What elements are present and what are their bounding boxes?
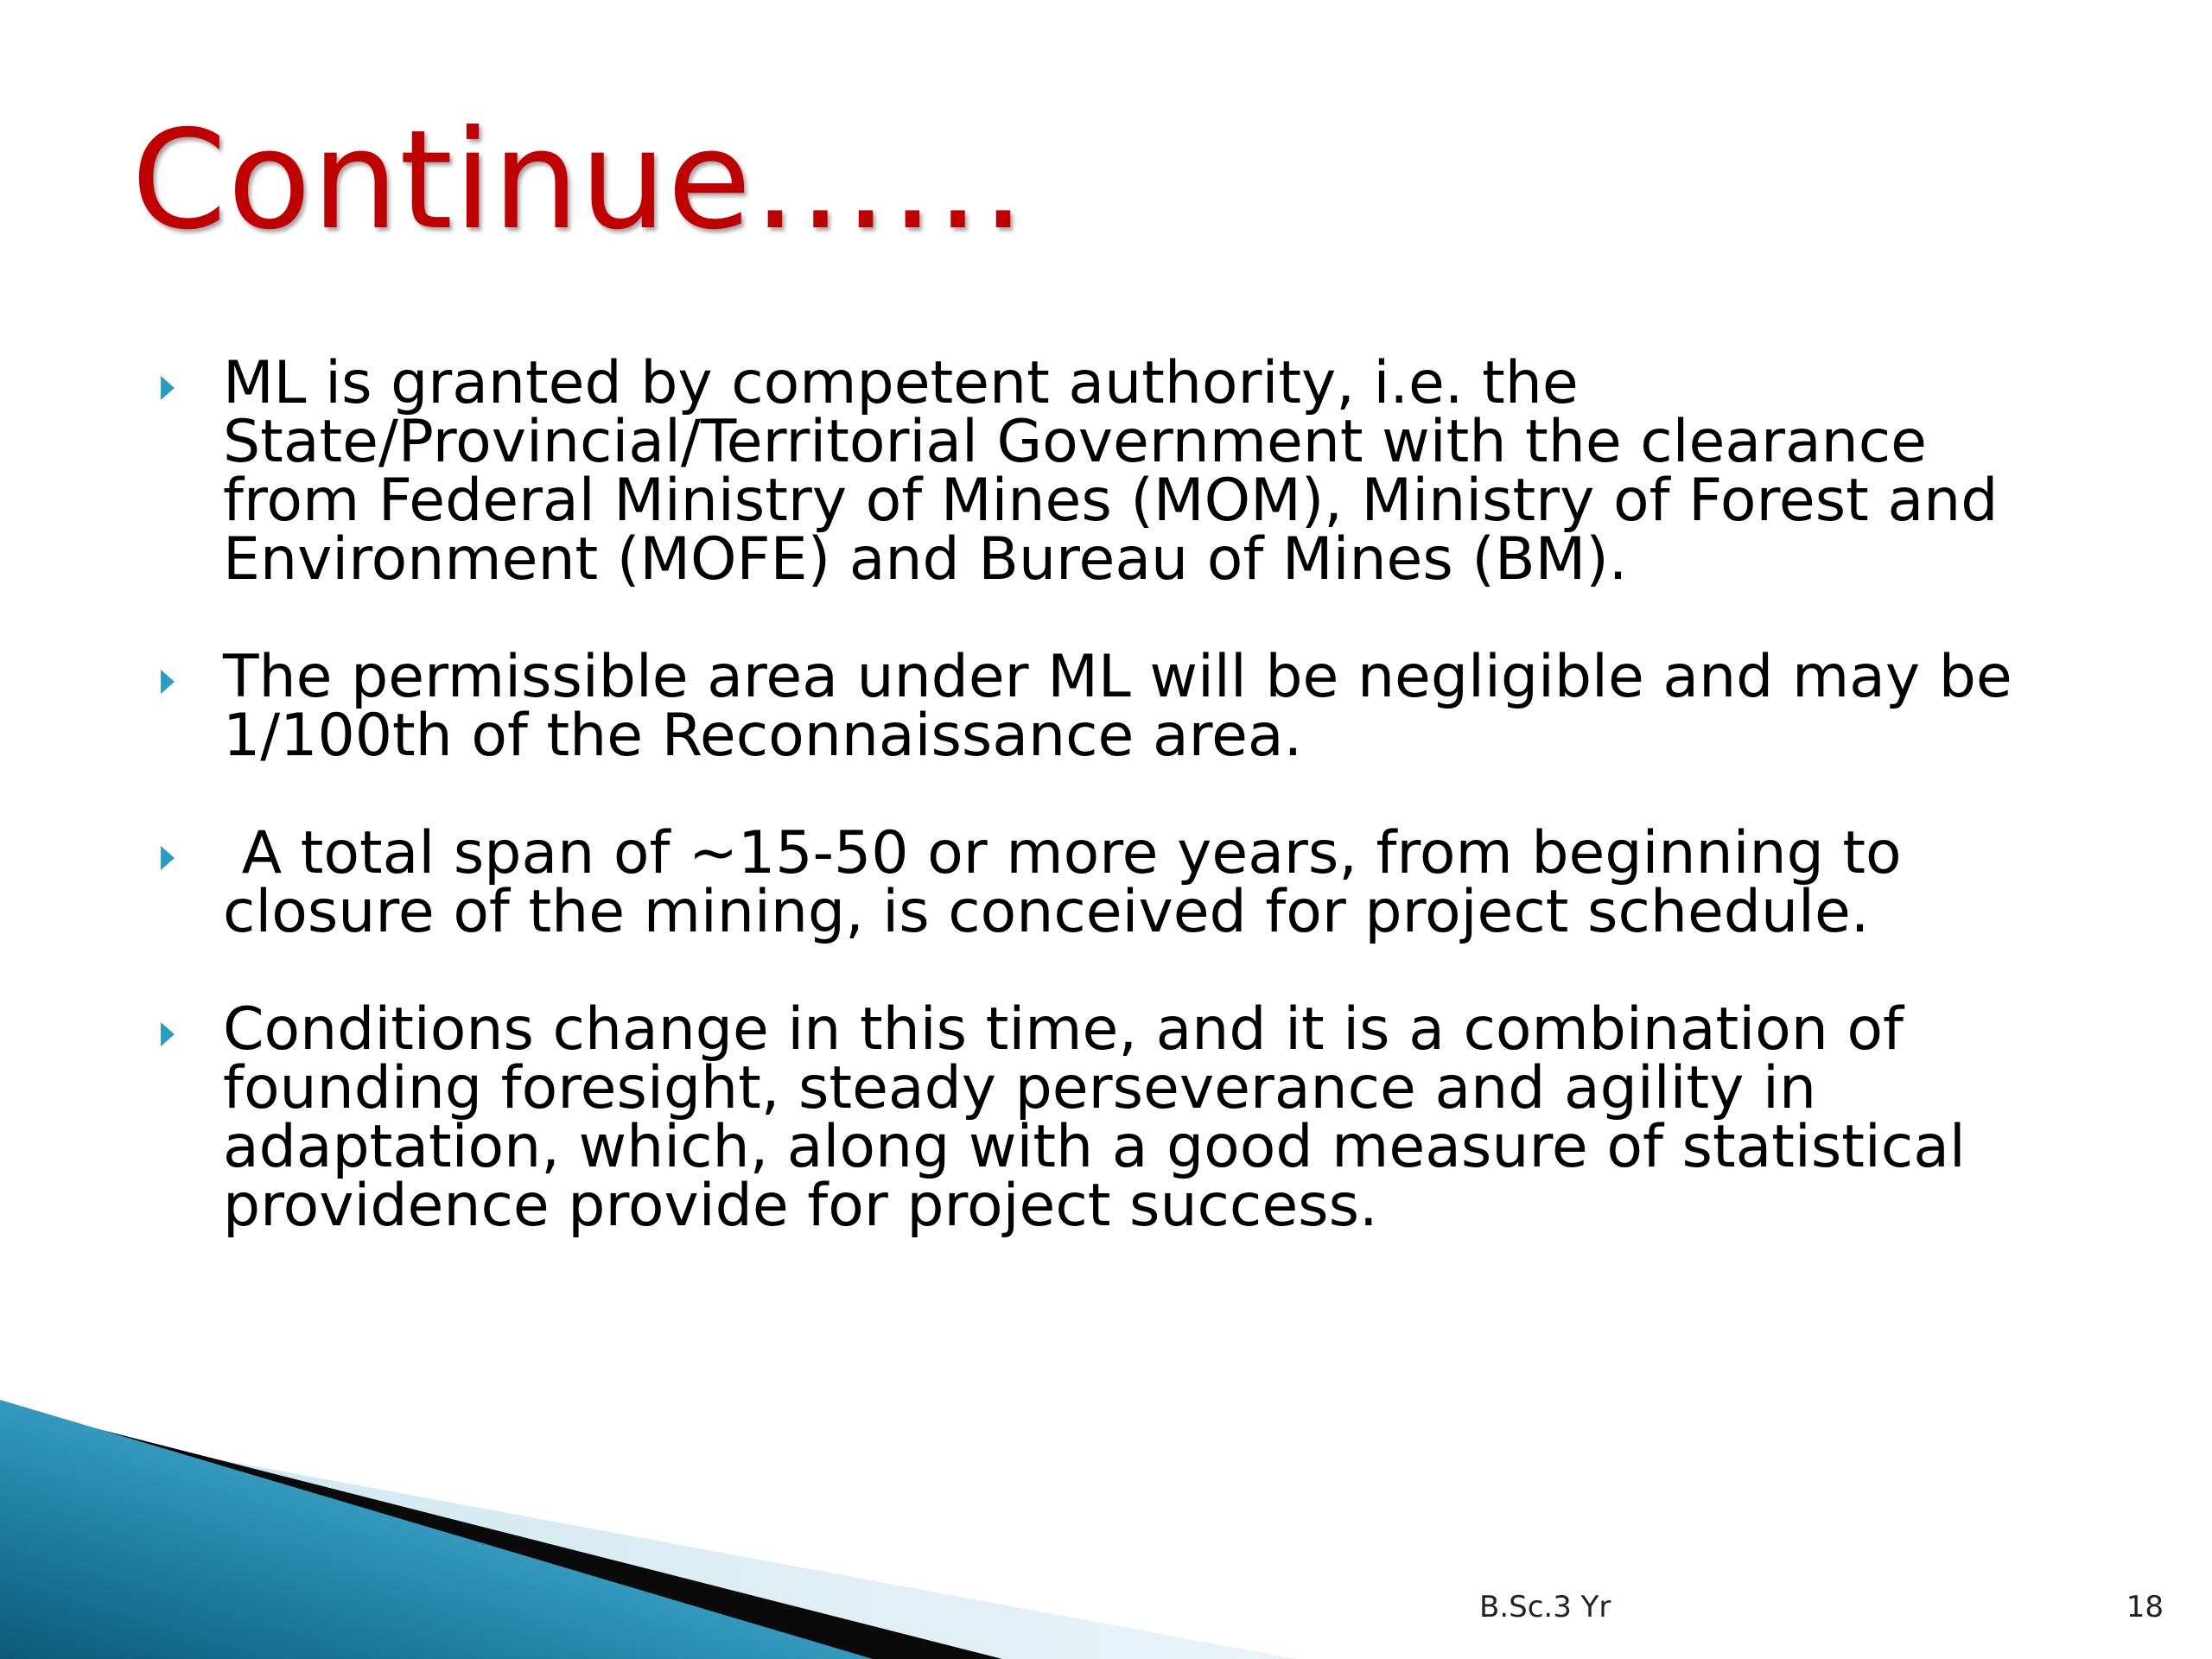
footer-label: B.Sc.3 Yr (1479, 1590, 1611, 1624)
bullet-item (161, 819, 2096, 946)
bullet-list (161, 349, 2096, 1294)
bullet-item (161, 349, 2096, 594)
teal-wedge (0, 1400, 873, 1659)
bullet-text: A total span of ~15-50 or more years, from beginning to closure of the mining, is conceived for project schedule. (223, 819, 1902, 946)
triangle-right-icon (161, 1022, 175, 1046)
bullet-item (161, 995, 2096, 1240)
bullet-text: ML is granted by competent authority, i.e. the State/Provincial/Territorial Government with the clearance from Federal Ministry of Mines (MOM), Ministry of Forest and Environment (MOFE) and Bureau of Mines (BM). (223, 349, 1999, 594)
slide-title: Continue…… (131, 101, 1027, 260)
triangle-right-icon (161, 376, 175, 400)
triangle-right-icon (161, 670, 175, 694)
bullet-text: Conditions change in this time, and it is a combination of founding foresight, steady perseverance and agility in adaptation, which, along with a good measure of statistical providence provide for project success. (223, 995, 1966, 1240)
triangle-right-icon (161, 846, 175, 870)
slide-number: 18 (2126, 1590, 2164, 1624)
bullet-text: The permissible area under ML will be negligible and may be 1/100th of the Reconnaissance area. (223, 643, 2012, 770)
dark-wedge (0, 1404, 1002, 1659)
pale-wedge (130, 1443, 1296, 1659)
bullet-item (161, 643, 2096, 770)
